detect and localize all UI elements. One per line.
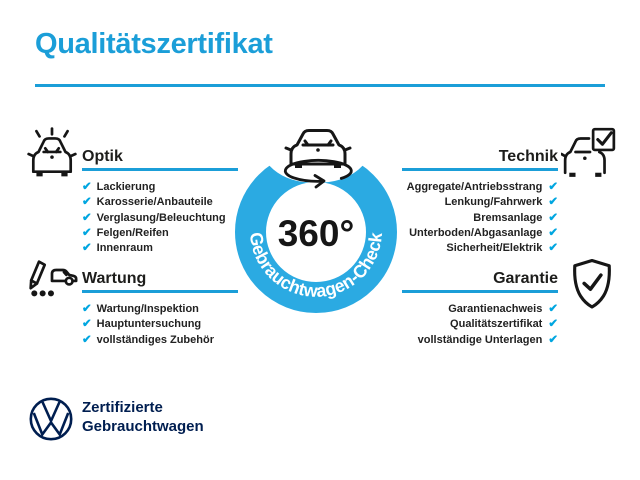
shield-check-icon bbox=[568, 256, 616, 312]
check-icon: ✔ bbox=[548, 226, 558, 239]
vw-logo bbox=[28, 396, 74, 442]
checklist-item bbox=[402, 241, 558, 256]
brand-claim-line2: Gebrauchtwagen bbox=[82, 418, 204, 435]
degree-label: 360° bbox=[277, 213, 355, 254]
title-divider bbox=[35, 84, 605, 87]
check-icon: ✔ bbox=[82, 226, 92, 239]
checklist-item bbox=[402, 195, 558, 210]
checklist-item bbox=[82, 333, 238, 348]
check-icon: ✔ bbox=[82, 333, 92, 346]
check-icon: ✔ bbox=[548, 196, 558, 209]
section-divider bbox=[82, 290, 238, 293]
service-pen-car-icon bbox=[26, 258, 78, 308]
check-icon: ✔ bbox=[548, 333, 558, 346]
checklist-item-label: Felgen/Reifen bbox=[96, 226, 169, 239]
section-title-wartung: Wartung bbox=[82, 270, 147, 287]
checklist-item-label: Garantienachweis bbox=[448, 303, 543, 315]
checklist-item bbox=[402, 333, 558, 348]
section-title-garantie: Garantie bbox=[493, 270, 558, 287]
check-icon: ✔ bbox=[82, 211, 92, 224]
checklist-item-label: Sicherheit/Elektrik bbox=[446, 242, 543, 255]
checklist-wartung bbox=[82, 302, 238, 348]
checklist-item-label: vollständige Unterlagen bbox=[417, 333, 543, 346]
section-optik bbox=[82, 147, 238, 256]
check-icon: ✔ bbox=[82, 242, 92, 255]
section-title-technik: Technik bbox=[498, 148, 558, 165]
section-divider bbox=[402, 290, 558, 293]
checklist-item bbox=[82, 241, 238, 256]
check-icon: ✔ bbox=[82, 196, 92, 209]
section-divider bbox=[402, 168, 558, 171]
section-wartung bbox=[82, 269, 238, 348]
checklist-item bbox=[82, 211, 238, 226]
check-icon: ✔ bbox=[548, 303, 558, 315]
check-icon: ✔ bbox=[82, 181, 92, 193]
check-icon: ✔ bbox=[82, 303, 92, 315]
checklist-item-label: Wartung/Inspektion bbox=[96, 303, 199, 315]
checklist-item bbox=[82, 226, 238, 241]
checklist-item-label: Innenraum bbox=[96, 242, 153, 255]
checklist-item-label: Karosserie/Anbauteile bbox=[96, 196, 213, 209]
checklist-item-label: Qualitätszertifikat bbox=[450, 318, 543, 331]
checklist-item bbox=[82, 180, 238, 195]
checklist-item-label: Verglasung/Beleuchtung bbox=[96, 211, 226, 224]
checklist-item-label: vollständiges Zubehör bbox=[96, 333, 214, 346]
checklist-item-label: Lenkung/Fahrwerk bbox=[444, 196, 543, 209]
page-title: Qualitätszertifikat bbox=[35, 28, 273, 60]
checklist-technik bbox=[402, 180, 558, 256]
check-icon: ✔ bbox=[548, 318, 558, 331]
check-icon: ✔ bbox=[548, 211, 558, 224]
checklist-item bbox=[402, 317, 558, 332]
checklist-optik bbox=[82, 180, 238, 256]
checklist-item-label: Aggregate/Antriebsstrang bbox=[406, 181, 543, 193]
car-checklist-icon bbox=[561, 126, 618, 178]
checklist-item bbox=[82, 317, 238, 332]
checklist-item bbox=[402, 302, 558, 317]
check-icon: ✔ bbox=[548, 181, 558, 193]
car-shine-icon bbox=[26, 126, 78, 180]
checklist-item-label: Lackierung bbox=[96, 181, 156, 193]
checklist-item-label: Hauptuntersuchung bbox=[96, 318, 202, 331]
section-title-optik: Optik bbox=[82, 148, 123, 165]
checklist-garantie bbox=[402, 302, 558, 348]
checklist-item bbox=[402, 211, 558, 226]
check-icon: ✔ bbox=[548, 242, 558, 255]
checklist-item bbox=[402, 180, 558, 195]
checklist-item bbox=[82, 302, 238, 317]
section-technik bbox=[402, 147, 558, 256]
brand-claim bbox=[82, 398, 204, 436]
checklist-item bbox=[82, 195, 238, 210]
ring-label: Gebrauchtwagen-Check bbox=[245, 231, 387, 302]
checklist-item-label: Unterboden/Abgasanlage bbox=[409, 226, 543, 239]
section-garantie bbox=[402, 269, 558, 348]
checklist-item-label: Bremsanlage bbox=[473, 211, 543, 224]
check-icon: ✔ bbox=[82, 318, 92, 331]
brand-claim-line1: Zertifizierte bbox=[82, 399, 163, 416]
360-check-badge bbox=[225, 110, 415, 325]
checklist-item bbox=[402, 226, 558, 241]
section-divider bbox=[82, 168, 238, 171]
